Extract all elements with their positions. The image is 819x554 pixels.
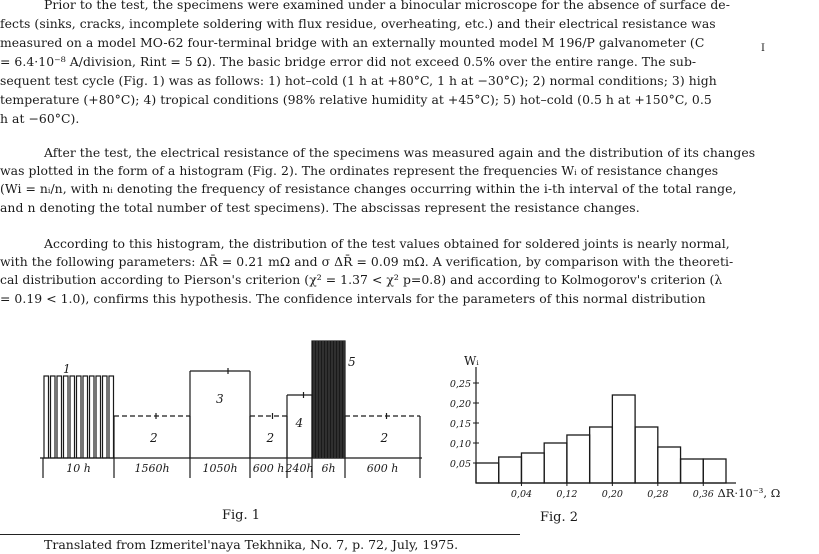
text-line: Prior to the test, the specimens were examined under a binocular microscope for the absence of surface de-	[44, 0, 730, 12]
text-line: (Wi = nᵢ/n, with nᵢ denoting the frequency of resistance changes occurring within the i-th interval of the total range,	[0, 181, 737, 196]
histogram-bar	[635, 427, 658, 483]
y-tick-label: 0,05	[449, 459, 471, 470]
pulse-bar	[70, 376, 75, 458]
text-line: measured on a model MO-62 four-terminal bridge with an externally mounted model M 196/P galvanometer (C	[0, 35, 705, 50]
text-line: sequent test cycle (Fig. 1) was as follows: 1) hot–cold (1 h at +80°C, 1 h at −30°C); 2) normal conditions; 3) high	[0, 73, 717, 88]
pulse-bar	[90, 376, 95, 458]
figure-2	[436, 354, 781, 505]
x-tick-label: 0,04	[510, 489, 533, 500]
text-line: fects (sinks, cracks, incomplete soldering with flux residue, overheating, etc.) and their electrical resistance was	[0, 16, 716, 31]
text-line: with the following parameters: ΔR̄ = 0.21 mΩ and σ ΔR̄ = 0.09 mΩ. A verification, by comparison with the theoreti-	[0, 254, 734, 269]
segment-duration: 1560h	[134, 462, 170, 475]
segment-label: 5	[348, 355, 356, 369]
segment-label: 2	[266, 431, 275, 445]
pulse-bar	[103, 376, 108, 458]
histogram-bar	[567, 435, 590, 483]
histogram-bar	[703, 459, 726, 483]
segment-label: 1	[63, 362, 71, 376]
pulse-bar	[109, 376, 114, 458]
x-tick-label: 0,20	[601, 489, 623, 500]
text-line: h at −60°C).	[0, 111, 80, 126]
segment-duration: 1050h	[202, 462, 238, 475]
histogram-bar	[658, 447, 681, 483]
x-tick-label: 0,28	[647, 489, 669, 500]
x-axis-label: ΔR·10⁻³, Ω	[717, 486, 781, 500]
text-line: = 6.4·10⁻⁸ A/division, Rint = 5 Ω). The basic bridge error did not exceed 0.5% over the entire range. The sub-	[0, 54, 697, 69]
text-line: = 0.19 < 1.0), confirms this hypothesis. The confidence intervals for the parameters of this normal distribution	[0, 291, 706, 306]
segment-duration: 600 h	[252, 462, 285, 475]
footer-divider	[0, 534, 520, 535]
figure-1	[40, 338, 425, 498]
segment-duration: 240h	[285, 462, 314, 475]
histogram-bar	[544, 443, 567, 483]
segment-duration: 10 h	[66, 462, 91, 475]
y-tick-label: 0,25	[449, 379, 471, 390]
text-line: and n denoting the total number of test specimens). The abscissas represent the resistance changes.	[0, 200, 640, 215]
subscript: I	[761, 43, 765, 54]
text-line: cal distribution according to Pierson's criterion (χ² = 1.37 < χ² p=0.8) and according to Kolmogorov's criterion (λ	[0, 272, 723, 287]
segment-duration: 6h	[321, 462, 336, 475]
histogram-bar	[612, 395, 635, 483]
pulse-bar	[44, 376, 49, 458]
footer-note: Translated from Izmeritel'naya Tekhnika, No. 7, p. 72, July, 1975.	[44, 537, 459, 552]
pulse-bar	[96, 376, 101, 458]
pulse-bar	[57, 376, 62, 458]
y-tick-label: 0,15	[449, 419, 471, 430]
y-tick-label: 0,10	[449, 439, 471, 450]
figure-1-caption: Fig. 1	[222, 508, 261, 523]
text-line: temperature (+80°C); 4) tropical conditions (98% relative humidity at +45°C); 5) hot–cold (0.5 h at +150°C, 0.5	[0, 92, 712, 107]
pulse-bar	[83, 376, 88, 458]
segment-label: 3	[216, 392, 224, 406]
y-axis-label: Wᵢ	[464, 354, 479, 368]
y-tick-label: 0,20	[449, 399, 471, 410]
text-line: After the test, the electrical resistance of the specimens was measured again and the distribution of its changes	[44, 145, 756, 160]
histogram-bar	[681, 459, 704, 483]
histogram-bar	[476, 463, 499, 483]
segment-label: 4	[295, 416, 304, 430]
histogram-bar	[590, 427, 613, 483]
segment-label: 2	[380, 431, 389, 445]
pulse-bar	[77, 376, 82, 458]
figure-2-caption: Fig. 2	[540, 510, 579, 525]
histogram-bar	[499, 457, 522, 483]
pulse-bar	[51, 376, 56, 458]
segment-duration: 600 h	[366, 462, 399, 475]
histogram-bar	[521, 453, 544, 483]
text-line: According to this histogram, the distribution of the test values obtained for soldered joints is nearly normal,	[44, 236, 730, 251]
x-tick-label: 0,36	[692, 489, 714, 500]
segment-label: 2	[150, 431, 158, 445]
pulse-bar	[64, 376, 69, 458]
x-tick-label: 0,12	[556, 489, 578, 500]
text-line: was plotted in the form of a histogram (Fig. 2). The ordinates represent the frequencies Wᵢ of resistance changes	[0, 163, 719, 178]
